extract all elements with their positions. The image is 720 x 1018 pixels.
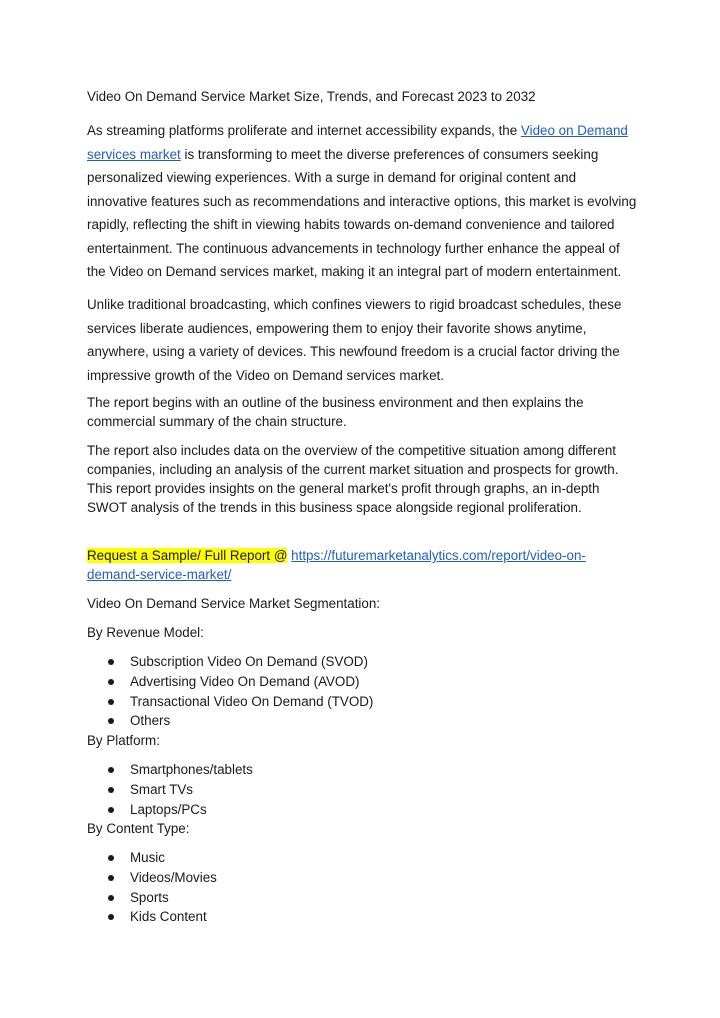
list-item [87, 848, 217, 868]
list-item [87, 652, 373, 672]
list-item [87, 868, 217, 888]
list-item-text: Transactional Video On Demand (TVOD) [130, 693, 374, 709]
request-sample-label: Request a Sample/ Full Report @ [87, 548, 288, 563]
bullet-icon [108, 718, 114, 724]
bullet-icon [108, 895, 114, 901]
list-item-text: Subscription Video On Demand (SVOD) [130, 654, 368, 669]
list-item-text: Laptops/PCs [130, 801, 207, 817]
bullet-icon [108, 855, 114, 861]
bullet-icon [108, 767, 114, 773]
intro-text-before-link: As streaming platforms proliferate and internet accessibility expands, the [87, 123, 521, 138]
revenue-model-list [87, 652, 373, 731]
list-item [87, 888, 217, 908]
intro-text-after-link: is transforming to meet the diverse preferences of consumers seeking personalized viewing experiences. With a surge in demand for original content and innovative features such as recommendations and interactive options, this market is evolving rapidly, reflecting the shift in viewing habits towards on-demand convenience and tailored entertainment. The continuous advancements in technology further enhance the appeal of the Video on Demand services market, making it an integral part of modern entertainment. [87, 146, 637, 279]
bullet-icon [108, 659, 114, 665]
revenue-model-heading: By Revenue Model: [87, 625, 204, 640]
list-item-text: Music [130, 850, 165, 865]
list-item [87, 692, 373, 712]
platform-heading: By Platform: [87, 733, 160, 748]
content-type-list [87, 848, 217, 927]
list-item-text: Smartphones/tablets [130, 762, 253, 777]
platform-list [87, 760, 253, 819]
list-item [87, 800, 253, 820]
report-url-link[interactable]: https://futuremarketanalytics.com/report/video-on-demand-service-market/ [87, 548, 586, 582]
list-item [87, 760, 253, 780]
list-item-text: Sports [130, 889, 169, 905]
bullet-icon [108, 914, 114, 920]
intro-paragraph [87, 119, 637, 284]
list-item [87, 672, 373, 692]
request-sample-line [87, 546, 637, 584]
list-item [87, 780, 253, 800]
content-type-heading: By Content Type: [87, 821, 190, 836]
list-item-text: Advertising Video On Demand (AVOD) [130, 673, 360, 689]
bullet-icon [108, 807, 114, 813]
vod-market-link[interactable]: Video on Demand services market [87, 123, 628, 162]
list-item-text: Kids Content [130, 909, 207, 925]
segmentation-heading: Video On Demand Service Market Segmentation: [87, 596, 381, 611]
bullet-icon [108, 787, 114, 793]
list-item-text: Others [130, 713, 171, 729]
bullet-icon [108, 875, 114, 881]
report-outline-paragraph: The report begins with an outline of the business environment and then explains the commercial summary of the chain structure. [87, 395, 584, 429]
bullet-icon [108, 679, 114, 685]
list-item-text: Smart TVs [130, 781, 193, 797]
list-item [87, 907, 217, 927]
bullet-icon [108, 699, 114, 705]
competitive-paragraph: The report also includes data on the overview of the competitive situation among different companies, including an analysis of the current market situation and prospects for growth. This report provides insights on the general market's profit through graphs, an in-depth SWOT analysis of the trends in this business space alongside regional proliferation. [87, 443, 619, 515]
list-item [87, 711, 373, 731]
document-title: Video On Demand Service Market Size, Trends, and Forecast 2023 to 2032 [87, 89, 536, 104]
list-item-text: Videos/Movies [130, 869, 217, 885]
broadcasting-paragraph: Unlike traditional broadcasting, which confines viewers to rigid broadcast schedules, these services liberate audiences, empowering them to enjoy their favorite shows anytime, anywhere, using a variety of devices. This newfound freedom is a crucial factor driving the impressive growth of the Video on Demand services market. [87, 297, 622, 383]
